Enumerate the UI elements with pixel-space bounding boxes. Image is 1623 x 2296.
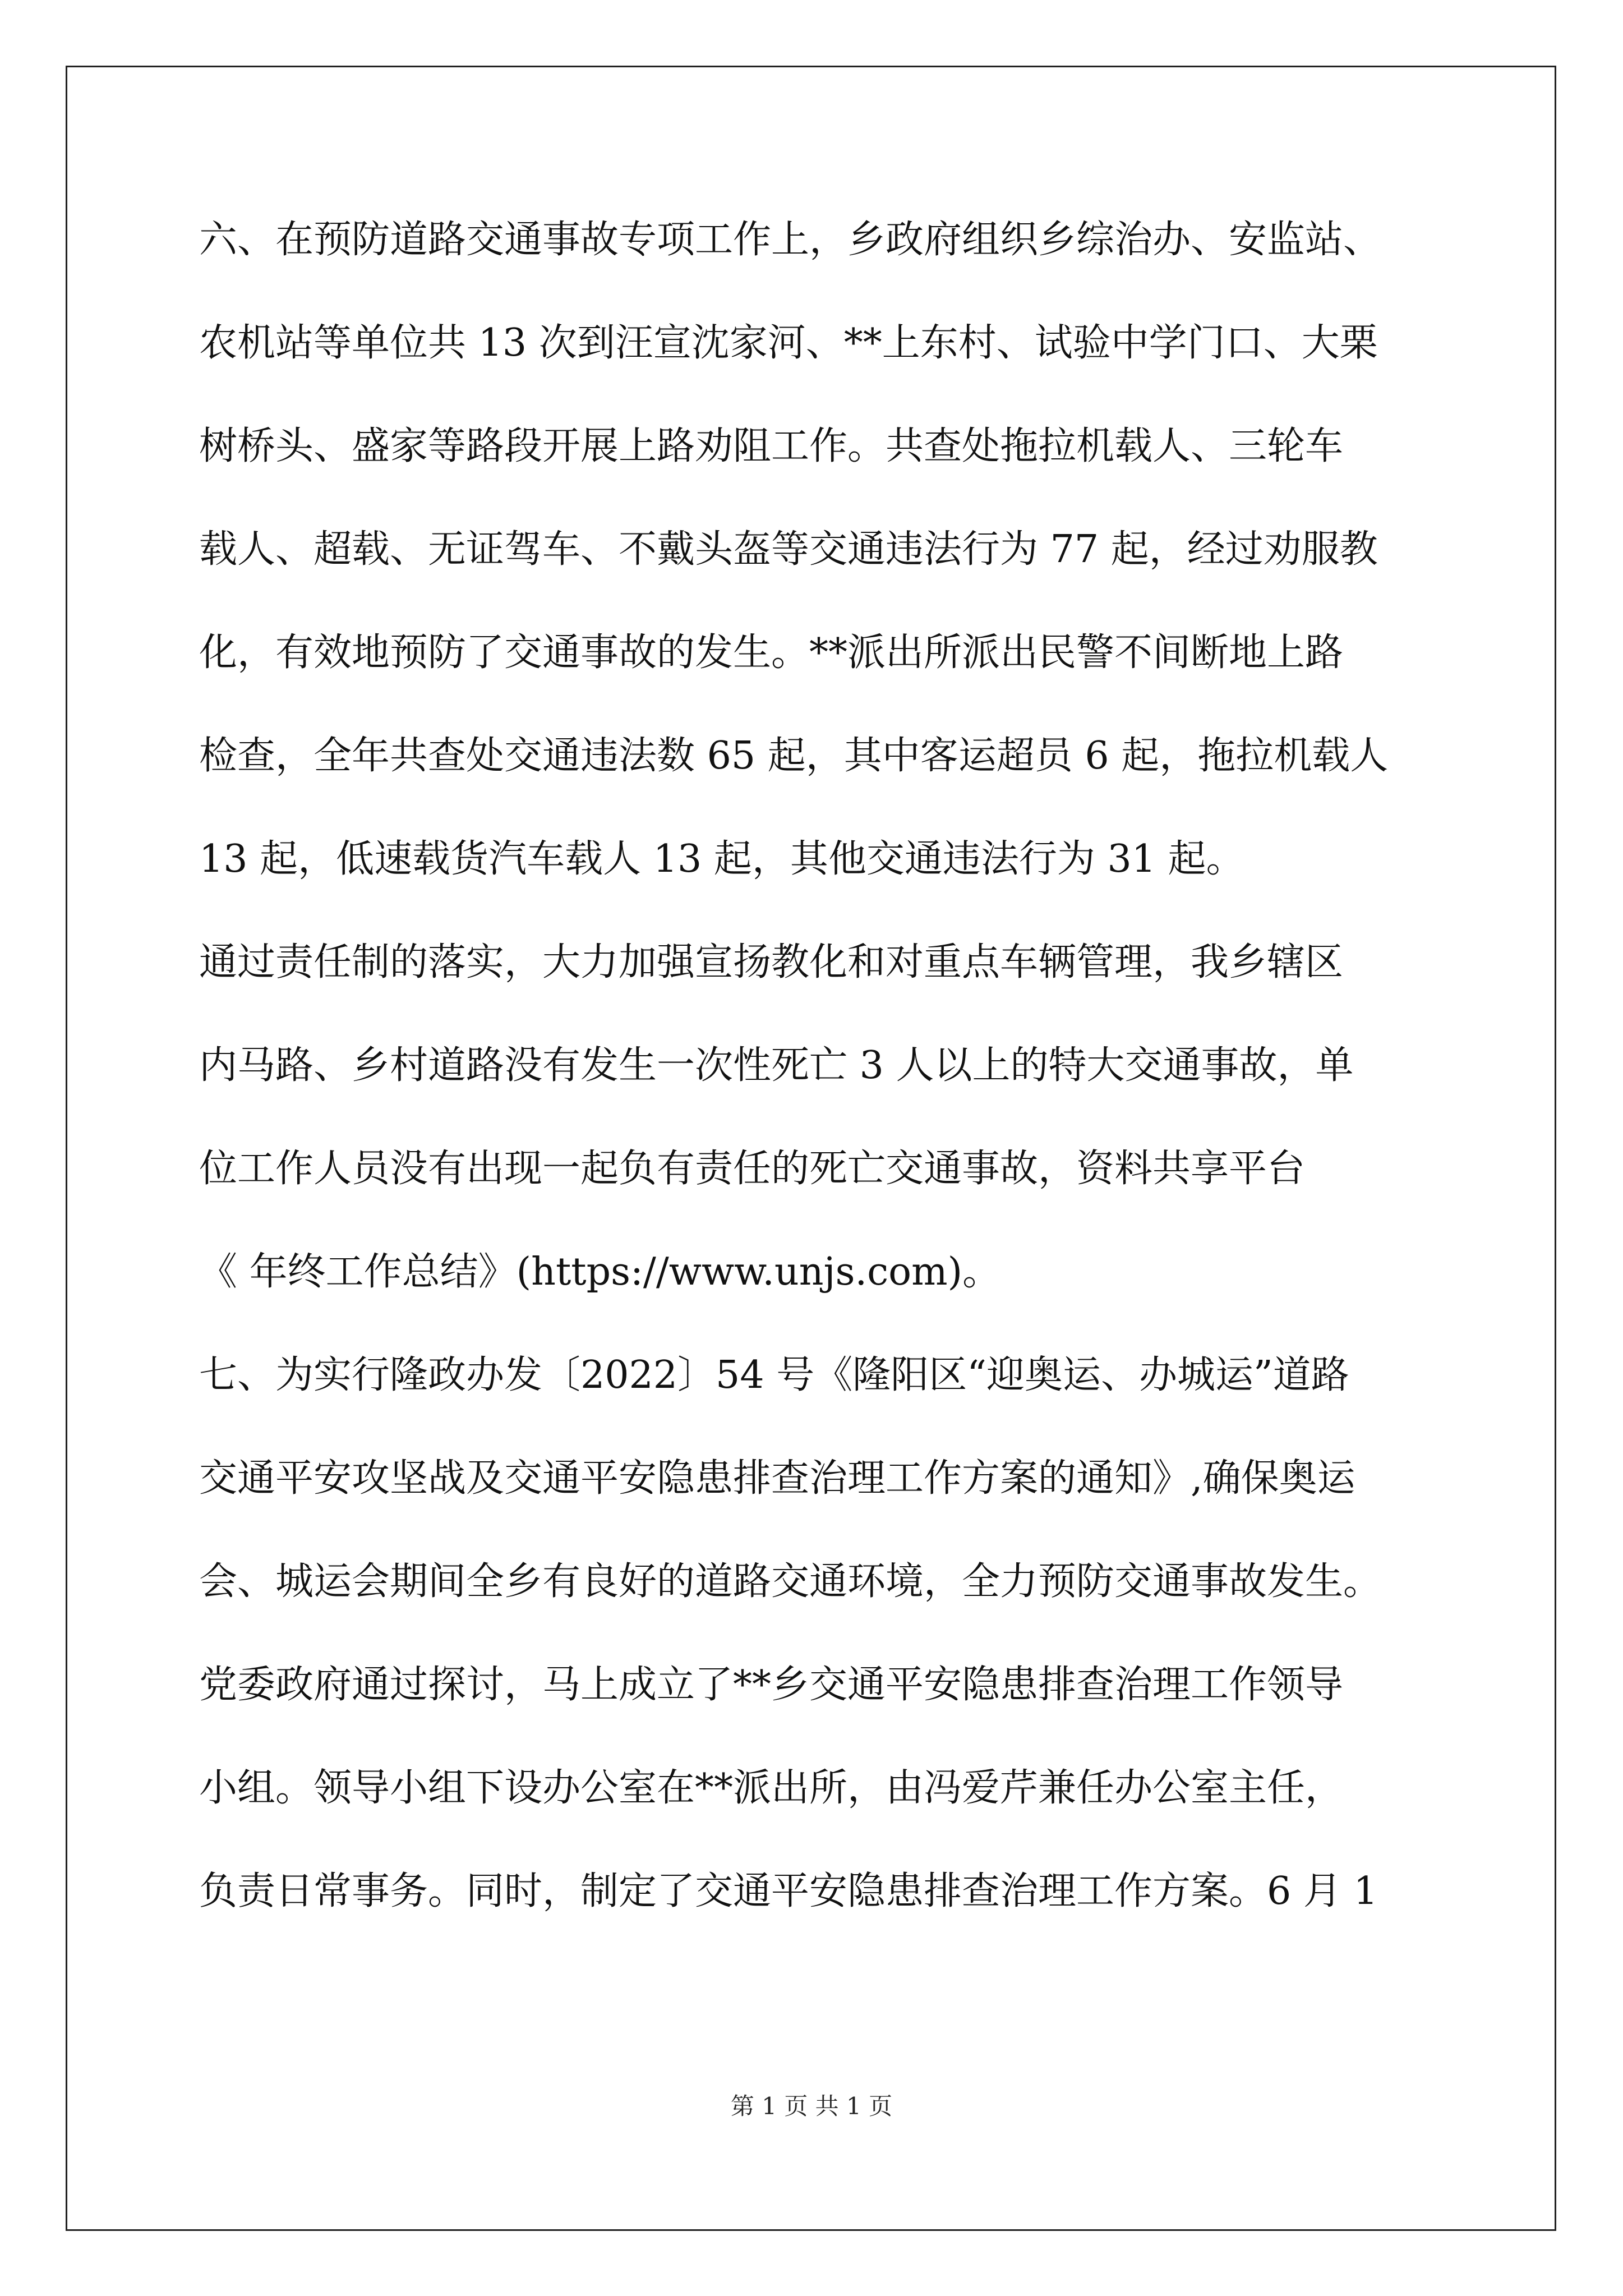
text-line: 七、为实行隆政办发〔2022〕54 号《隆阳区“迎奥运、办城运”道路: [199, 1353, 1349, 1397]
text-line: 农机站等单位共 13 次到汪宣沈家河、**上东村、试验中学门口、大栗: [199, 321, 1378, 365]
text-line: 会、城运会期间全乡有良好的道路交通环境，全力预防交通事故发生。: [199, 1559, 1382, 1604]
text-line: 位工作人员没有出现一起负有责任的死亡交通事故，资料共享平台: [199, 1147, 1306, 1191]
text-line: 化，有效地预防了交通事故的发生。**派出所派出民警不间断地上路: [199, 631, 1344, 675]
page-footer: 第 1 页 共 1 页: [730, 2092, 893, 2120]
text-line: 《 年终工作总结》(https://www.unjs.com)。: [199, 1250, 1001, 1294]
text-line: 六、在预防道路交通事故专项工作上，乡政府组织乡综治办、安监站、: [199, 218, 1382, 262]
text-line: 负责日常事务。同时，制定了交通平安隐患排查治理工作方案。6 月 1: [199, 1869, 1378, 1913]
text-line: 检查，全年共查处交通违法数 65 起，其中客运超员 6 起，拖拉机载人: [199, 734, 1389, 778]
text-line: 通过责任制的落实，大力加强宣扬教化和对重点车辆管理，我乡辖区: [199, 940, 1344, 984]
text-line: 树桥头、盛家等路段开展上路劝阻工作。共查处拖拉机载人、三轮车: [199, 424, 1344, 468]
text-line: 13 起，低速载货汽车载人 13 起，其他交通违法行为 31 起。: [199, 837, 1244, 881]
text-line: 内马路、乡村道路没有发生一次性死亡 3 人以上的特大交通事故，单: [199, 1043, 1354, 1088]
text-line: 党委政府通过探讨，马上成立了**乡交通平安隐患排查治理工作领导: [199, 1663, 1344, 1707]
text-line: 交通平安攻坚战及交通平安隐患排查治理工作方案的通知》,确保奥运: [199, 1456, 1355, 1501]
text-line: 小组。领导小组下设办公室在**派出所，由冯爱芹兼任办公室主任，: [199, 1766, 1344, 1810]
text-line: 载人、超载、无证驾车、不戴头盔等交通违法行为 77 起，经过劝服教: [199, 527, 1378, 572]
